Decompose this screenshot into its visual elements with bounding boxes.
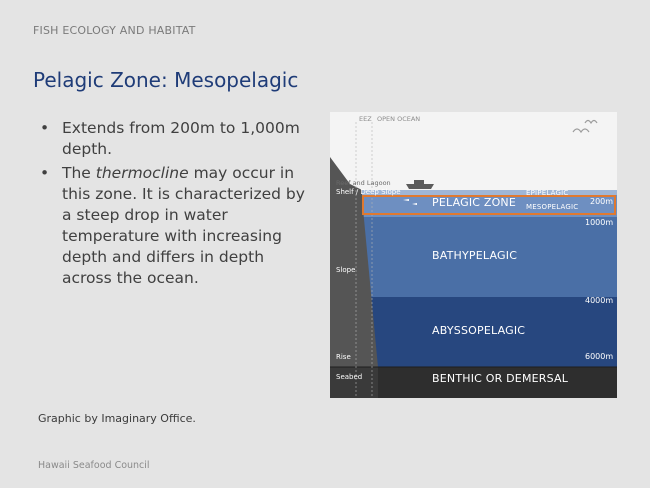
boat-hull <box>406 184 434 189</box>
ocean-zones-diagram <box>330 112 617 398</box>
bullet-item-thermocline <box>40 163 315 289</box>
shelf-deep-slope-label: Shelf / Deep Slope <box>336 188 401 196</box>
open-ocean-label: OPEN OCEAN <box>377 115 421 123</box>
bullet-text-before: The <box>62 164 96 182</box>
slope-label: Slope <box>336 266 356 274</box>
pelagic-zone-label: PELAGIC ZONE <box>432 196 517 209</box>
epipelagic-label: EPIPELAGIC <box>526 189 569 197</box>
section-header: FISH ECOLOGY AND HABITAT <box>33 24 196 37</box>
eez-label: EEZ <box>359 115 372 123</box>
bullet-text: Extends from 200m to 1,000m depth. <box>62 119 300 158</box>
bullet-list <box>40 118 315 292</box>
reef-lagoon-label: Reef and Lagoon <box>336 179 391 187</box>
depth-4000m-label: 4000m <box>585 296 614 305</box>
bathypelagic-label: BATHYPELAGIC <box>432 249 518 262</box>
bullet-item-depth-range <box>40 118 315 160</box>
benthic-demersal-label: BENTHIC OR DEMERSAL <box>432 372 569 385</box>
bullet-marker: • <box>40 119 50 137</box>
seabed-block <box>330 367 378 398</box>
boat-cabin <box>414 180 424 184</box>
depth-6000m-label: 6000m <box>585 352 614 361</box>
seabed-label: Seabed <box>336 373 363 381</box>
depth-200m-label: 200m <box>590 197 614 206</box>
graphic-credit: Graphic by Imaginary Office. <box>38 412 196 425</box>
bullet-text-after: may occur in this zone. It is characterized by a steep drop in water temperature with increasing depth and differs in depth across the ocean. <box>62 164 305 287</box>
mesopelagic-label: MESOPELAGIC <box>526 203 579 211</box>
rise-label: Rise <box>336 353 351 361</box>
bullet-marker: • <box>40 164 50 182</box>
slide-title: Pelagic Zone: Mesopelagic <box>33 68 299 92</box>
thermocline-term: thermocline <box>95 164 189 182</box>
depth-1000m-label: 1000m <box>585 218 614 227</box>
footer-organization: Hawaii Seafood Council <box>38 460 150 471</box>
abyssopelagic-label: ABYSSOPELAGIC <box>432 324 526 337</box>
